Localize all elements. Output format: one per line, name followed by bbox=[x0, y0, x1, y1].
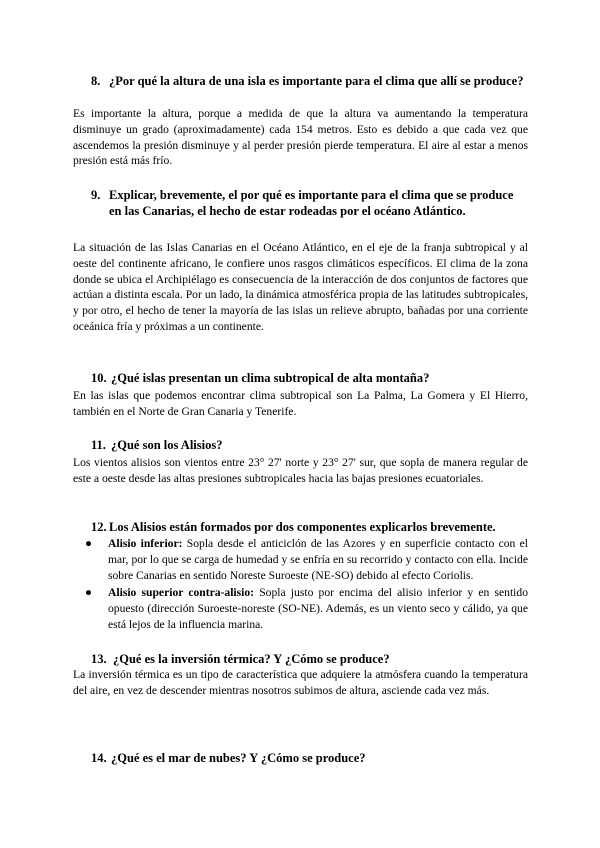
bullet-term: Alisio inferior: bbox=[108, 537, 183, 550]
list-item bbox=[73, 585, 528, 632]
answer-9: La situación de las Islas Canarias en el Océano Atlántico, en el eje de la franja subtropical y al oeste del continente africano, le confiere unos rasgos climáticos específicos. El clima de la zona donde se ubica el Archipiélago es consecuencia de la interacción de dos conjuntos de factores que actúan a distinta escala. Por un lado, la dinámica atmosférica propia de las latitudes subtropicales, y por otro, el hecho de tener la mayoría de las islas un relieve abrupto, bañadas por una corriente oceánica fría y próximas a un continente. bbox=[73, 241, 528, 333]
question-number: 8. bbox=[91, 74, 101, 88]
answer-11: Los vientos alisios son vientos entre 23° 27' norte y 23° 27' sur, que sopla de manera regular de este a oeste desde las altas presiones subtropicales hacia las bajas presiones ecuatoriales. bbox=[73, 456, 528, 485]
question-number: 14. bbox=[91, 751, 107, 765]
question-title: Explicar, brevemente, el por qué es importante para el clima que se produce en las Canarias, el hecho de estar rodeadas por el océano Atlántico. bbox=[109, 188, 514, 218]
answer-8: Es importante la altura, porque a medida de que la altura va aumentando la temperatura disminuye un grado (aproximadamente) cada 154 metros. Esto es debido a que cada vez que ascendemos la presión disminuye y al perder presión pierde temperatura. El aire al estar a menos presión está más frío. bbox=[73, 107, 528, 168]
question-number: 10. bbox=[91, 371, 107, 385]
question-number: 12. bbox=[91, 520, 107, 534]
question-number: 11. bbox=[91, 438, 106, 452]
question-number: 9. bbox=[91, 188, 101, 202]
question-title: ¿Qué es el mar de nubes? Y ¿Cómo se produce? bbox=[111, 751, 366, 765]
question-title: ¿Qué son los Alisios? bbox=[111, 438, 223, 452]
question-title: ¿Qué es la inversión térmica? Y ¿Cómo se produce? bbox=[113, 652, 390, 666]
question-12-heading bbox=[91, 519, 528, 535]
question-10-heading bbox=[91, 370, 528, 386]
answer-10: En las islas que podemos encontrar clima subtropical son La Palma, La Gomera y El Hierro, también en el Norte de Gran Canaria y Tenerife. bbox=[73, 389, 528, 418]
question-8-heading bbox=[91, 73, 528, 89]
bullet-icon: ● bbox=[85, 537, 93, 550]
question-14-heading bbox=[91, 750, 528, 766]
list-item bbox=[73, 536, 528, 583]
question-title: Los Alisios están formados por dos componentes explicarlos brevemente. bbox=[109, 520, 496, 534]
bullet-icon: ● bbox=[85, 586, 93, 600]
question-13-heading bbox=[91, 651, 528, 667]
bullet-term: Alisio superior contra-alisio: bbox=[108, 586, 255, 600]
question-title: ¿Qué islas presentan un clima subtropical de alta montaña? bbox=[111, 371, 430, 385]
question-title: ¿Por qué la altura de una isla es importante para el clima que allí se produce? bbox=[109, 74, 524, 88]
question-11-heading bbox=[91, 437, 528, 453]
bullet-text: Sopla desde el anticiclón de las Azores y en superficie contacto con el mar, por lo que se carga de humedad y se enfría en su recorrido y contacto con ella. Incide sobre Canarias en sentido Noreste Suroeste (NE-SO) debido al efecto Coriolis. bbox=[108, 537, 528, 582]
bullet-text: Sopla justo por encima del alisio inferior y en sentido opuesto (dirección Suroeste-noreste (SO-NE). Además, es un viento seco y cálido, ya que está lejos de la influencia marina. bbox=[108, 586, 528, 631]
answer-13: La inversión térmica es un tipo de característica que adquiere la atmósfera cuando la temperatura del aire, en vez de descender mientras nosotros subimos de altura, asciende cada vez más. bbox=[73, 668, 528, 697]
answer-12-list bbox=[73, 536, 528, 635]
question-9-heading bbox=[91, 187, 528, 219]
question-number: 13. bbox=[91, 652, 107, 666]
